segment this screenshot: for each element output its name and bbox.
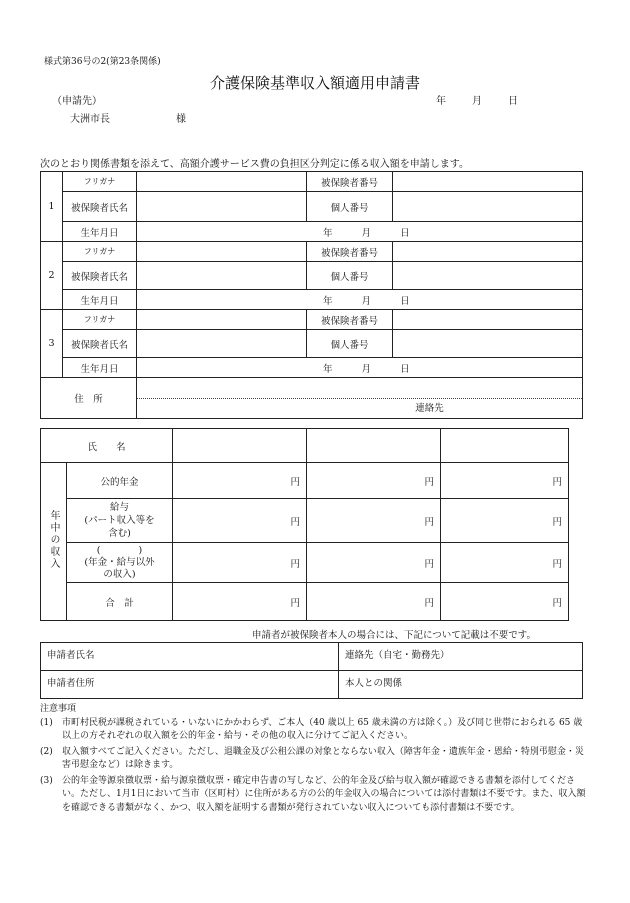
address-label: 住 所: [41, 378, 137, 419]
total-label: 合 計: [67, 583, 173, 621]
date-day-label: 日: [508, 96, 518, 107]
applicant-table: [40, 642, 583, 699]
note-item: (3) 公的年金等源泉徴収票・給与源泉徴収票・確定申告書の写しなど、公的年金及び給与収入額が確認できる書類を添付してください。ただし、1月1日において当市（区町村）に住所がある方の公的年金収入の場合については添付書類は不要です。また、収入額を確認できる書類がなく、かつ、収入額を証明する書類が発行されていない収入についても添付書類は不要です。: [40, 775, 586, 813]
birth-field[interactable]: 年 月 日: [137, 222, 583, 242]
furigana-label: フリガナ: [63, 172, 137, 192]
applicant-address-field[interactable]: 申請者住所: [41, 671, 339, 699]
personal-no-label: 個人番号: [307, 262, 393, 290]
note-item: (1) 市町村民税が課税されている・いないにかかわらず、ご本人（40 歳以上 65 歳未満の方は除く。）及び同じ世帯におられる 65 歳以上の方それぞれの収入額を公的年金・給与・その他の収入に分けてご記入ください。: [40, 717, 583, 741]
contact-label: 連絡先: [415, 403, 444, 414]
form-number: 様式第36号の2(第23条関係): [44, 57, 161, 67]
page-title: 介護保険基準収入額適用申請書: [209, 74, 420, 92]
date-month-label: 月: [472, 96, 482, 107]
furigana-field[interactable]: [137, 310, 307, 330]
furigana-label: フリガナ: [63, 310, 137, 330]
furigana-field[interactable]: [137, 172, 307, 192]
birth-field[interactable]: 年 月 日: [137, 290, 583, 310]
income-table: [40, 428, 569, 621]
insured-name-label: 被保険者氏名: [63, 330, 137, 358]
amount-field[interactable]: 円: [307, 583, 441, 621]
applicant-to-label: （申請先）: [52, 96, 102, 107]
relation-field[interactable]: 本人との関係: [339, 671, 583, 699]
amount-field[interactable]: 円: [307, 543, 441, 583]
personal-no-field[interactable]: [393, 262, 583, 290]
insured-name-label: 被保険者氏名: [63, 262, 137, 290]
personal-no-label: 個人番号: [307, 192, 393, 222]
row-number: 1: [41, 172, 63, 242]
insured-no-field[interactable]: [393, 242, 583, 262]
amount-field[interactable]: 円: [441, 583, 569, 621]
address-field[interactable]: [137, 378, 583, 419]
amount-field[interactable]: 円: [173, 543, 307, 583]
insured-name-field[interactable]: [137, 330, 307, 358]
applicant-name-field[interactable]: 申請者氏名: [41, 643, 339, 671]
insured-no-field[interactable]: [393, 172, 583, 192]
insured-name-label: 被保険者氏名: [63, 192, 137, 222]
note-item: (2) 収入額すべてご記入ください。ただし、退職金及び公租公課の対象とならない収入（障害年金・遺族年金・恩給・特別弔慰金・災害弔慰金など）は除きます。: [40, 746, 584, 770]
row-number: 2: [41, 242, 63, 310]
amount-field[interactable]: 円: [307, 463, 441, 499]
insured-table: [40, 171, 583, 419]
furigana-field[interactable]: [137, 242, 307, 262]
applicant-note: 申請者が被保険者本人の場合には、下記について記載は不要です。: [252, 630, 537, 641]
person-name-field[interactable]: [441, 429, 569, 463]
personal-no-field[interactable]: [393, 192, 583, 222]
applicant-contact-field[interactable]: 連絡先（自宅・勤務先）: [339, 643, 583, 671]
personal-no-field[interactable]: [393, 330, 583, 358]
intro-text: 次のとおり関係書類を添えて、高額介護サービス費の負担区分判定に係る収入額を申請します。: [40, 159, 469, 170]
sama-label: 様: [176, 114, 186, 125]
personal-no-label: 個人番号: [307, 330, 393, 358]
person-name-field[interactable]: [173, 429, 307, 463]
row-number: 3: [41, 310, 63, 378]
insured-no-field[interactable]: [393, 310, 583, 330]
insured-name-field[interactable]: [137, 262, 307, 290]
salary-label: 給与 (パート収入等を 含む): [67, 499, 173, 543]
birth-label: 生年月日: [63, 290, 137, 310]
income-side-label: 年中の収入: [41, 463, 67, 621]
birth-label: 生年月日: [63, 222, 137, 242]
notes-heading: 注意事項: [40, 704, 77, 714]
date-year-label: 年: [436, 96, 446, 107]
notes-section: [40, 703, 588, 815]
birth-label: 生年月日: [63, 358, 137, 378]
insured-no-label: 被保険者番号: [307, 242, 393, 262]
public-pension-label: 公的年金: [67, 463, 173, 499]
amount-field[interactable]: 円: [441, 543, 569, 583]
insured-name-field[interactable]: [137, 192, 307, 222]
insured-no-label: 被保険者番号: [307, 310, 393, 330]
furigana-label: フリガナ: [63, 242, 137, 262]
mayor-label: 大洲市長: [70, 114, 110, 125]
amount-field[interactable]: 円: [307, 499, 441, 543]
amount-field[interactable]: 円: [173, 583, 307, 621]
amount-field[interactable]: 円: [441, 463, 569, 499]
amount-field[interactable]: 円: [173, 463, 307, 499]
person-name-label: 氏 名: [41, 429, 173, 463]
other-income-label: ( ) (年金・給与以外 の収入): [67, 543, 173, 583]
person-name-field[interactable]: [307, 429, 441, 463]
birth-field[interactable]: 年 月 日: [137, 358, 583, 378]
amount-field[interactable]: 円: [173, 499, 307, 543]
amount-field[interactable]: 円: [441, 499, 569, 543]
insured-no-label: 被保険者番号: [307, 172, 393, 192]
